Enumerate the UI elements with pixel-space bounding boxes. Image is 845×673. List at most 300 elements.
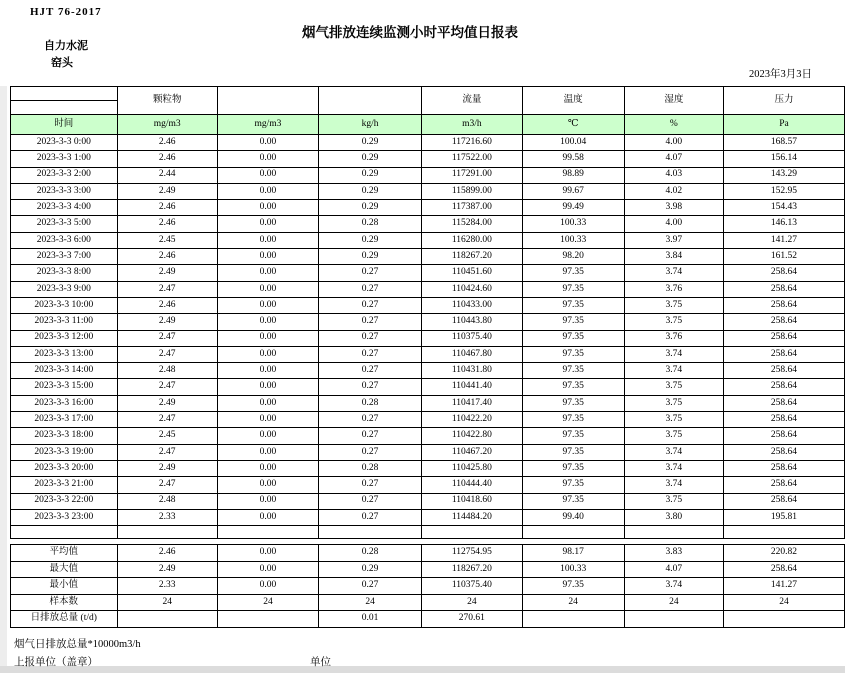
value-cell: 2.49	[117, 314, 217, 330]
summary-value-cell	[624, 611, 723, 628]
value-cell: 258.64	[723, 297, 844, 313]
table-row	[11, 412, 845, 428]
table-row	[11, 428, 845, 444]
unit-cell: mg/m3	[217, 115, 318, 135]
table-row	[11, 265, 845, 281]
value-cell: 0.00	[217, 346, 318, 362]
summary-value-cell: 118267.20	[422, 561, 522, 578]
table-row	[11, 135, 845, 151]
value-cell: 0.27	[319, 297, 422, 313]
value-cell: 97.35	[522, 297, 624, 313]
monitor-point-name: 窑头	[51, 57, 73, 69]
value-cell: 0.00	[217, 200, 318, 216]
value-cell: 2.47	[117, 281, 217, 297]
value-cell: 3.74	[624, 265, 723, 281]
value-cell: 0.27	[319, 379, 422, 395]
time-cell: 2023-3-3 18:00	[11, 428, 118, 444]
summary-value-cell: 0.00	[217, 578, 318, 595]
empty-cell	[422, 526, 522, 539]
value-cell: 141.27	[723, 232, 844, 248]
value-cell: 110425.80	[422, 460, 522, 476]
summary-value-cell: 24	[723, 594, 844, 611]
group-header-row	[11, 87, 845, 101]
summary-value-cell: 258.64	[723, 561, 844, 578]
header-flow: 流量	[422, 87, 522, 115]
value-cell: 3.75	[624, 379, 723, 395]
page-title: 烟气排放连续监测小时平均值日报表	[302, 25, 518, 40]
header-blank-cell-2	[11, 101, 118, 115]
summary-value-cell: 24	[319, 594, 422, 611]
table-row	[11, 477, 845, 493]
summary-value-cell: 270.61	[422, 611, 522, 628]
value-cell: 0.28	[319, 460, 422, 476]
value-cell: 97.35	[522, 314, 624, 330]
value-cell: 0.27	[319, 509, 422, 525]
summary-value-cell	[522, 611, 624, 628]
report-table	[10, 86, 845, 628]
value-cell: 3.76	[624, 281, 723, 297]
value-cell: 3.74	[624, 346, 723, 362]
value-cell: 143.29	[723, 167, 844, 183]
value-cell: 0.00	[217, 151, 318, 167]
value-cell: 110433.00	[422, 297, 522, 313]
value-cell: 3.98	[624, 200, 723, 216]
value-cell: 97.35	[522, 346, 624, 362]
value-cell: 2.45	[117, 428, 217, 444]
value-cell: 110418.60	[422, 493, 522, 509]
table-row	[11, 314, 845, 330]
value-cell: 3.75	[624, 314, 723, 330]
value-cell: 3.97	[624, 232, 723, 248]
value-cell: 97.35	[522, 477, 624, 493]
value-cell: 4.00	[624, 135, 723, 151]
value-cell: 0.00	[217, 297, 318, 313]
summary-value-cell: 24	[117, 594, 217, 611]
table-row	[11, 183, 845, 199]
header-col3	[217, 87, 318, 115]
value-cell: 117387.00	[422, 200, 522, 216]
value-cell: 110467.80	[422, 346, 522, 362]
unit-cell: m3/h	[422, 115, 522, 135]
value-cell: 0.00	[217, 428, 318, 444]
summary-row	[11, 578, 845, 595]
standard-code: HJT 76-2017	[30, 6, 102, 18]
table-row	[11, 379, 845, 395]
header-col4	[319, 87, 422, 115]
value-cell: 97.35	[522, 379, 624, 395]
value-cell: 2.46	[117, 151, 217, 167]
value-cell: 4.03	[624, 167, 723, 183]
value-cell: 2.49	[117, 265, 217, 281]
summary-value-cell: 100.33	[522, 561, 624, 578]
summary-value-cell: 112754.95	[422, 545, 522, 562]
table-row	[11, 200, 845, 216]
value-cell: 3.74	[624, 460, 723, 476]
table-row	[11, 460, 845, 476]
value-cell: 97.35	[522, 444, 624, 460]
value-cell: 2.47	[117, 444, 217, 460]
value-cell: 0.29	[319, 167, 422, 183]
value-cell: 97.35	[522, 265, 624, 281]
time-cell: 2023-3-3 23:00	[11, 509, 118, 525]
summary-value-cell	[723, 611, 844, 628]
time-cell: 2023-3-3 9:00	[11, 281, 118, 297]
value-cell: 0.29	[319, 183, 422, 199]
unit-cell: mg/m3	[117, 115, 217, 135]
value-cell: 3.74	[624, 363, 723, 379]
value-cell: 0.28	[319, 395, 422, 411]
table-row	[11, 249, 845, 265]
value-cell: 258.64	[723, 281, 844, 297]
value-cell: 99.67	[522, 183, 624, 199]
value-cell: 2.47	[117, 379, 217, 395]
summary-label: 样本数	[11, 594, 118, 611]
value-cell: 99.40	[522, 509, 624, 525]
time-cell: 2023-3-3 19:00	[11, 444, 118, 460]
value-cell: 97.35	[522, 363, 624, 379]
value-cell: 114484.20	[422, 509, 522, 525]
value-cell: 0.29	[319, 151, 422, 167]
value-cell: 0.27	[319, 444, 422, 460]
value-cell: 0.00	[217, 249, 318, 265]
sheet-left-edge	[0, 86, 7, 666]
time-cell: 2023-3-3 10:00	[11, 297, 118, 313]
unit-label: 单位	[310, 657, 331, 668]
value-cell: 2.49	[117, 395, 217, 411]
summary-value-cell: 0.27	[319, 578, 422, 595]
value-cell: 258.64	[723, 363, 844, 379]
value-cell: 258.64	[723, 379, 844, 395]
value-cell: 0.29	[319, 200, 422, 216]
value-cell: 115899.00	[422, 183, 522, 199]
time-cell: 2023-3-3 2:00	[11, 167, 118, 183]
value-cell: 3.75	[624, 297, 723, 313]
header-blank-cell	[11, 87, 118, 101]
empty-cell	[522, 526, 624, 539]
time-cell: 2023-3-3 13:00	[11, 346, 118, 362]
value-cell: 97.35	[522, 395, 624, 411]
value-cell: 110467.20	[422, 444, 522, 460]
unit-cell: Pa	[723, 115, 844, 135]
table-row	[11, 493, 845, 509]
value-cell: 115284.00	[422, 216, 522, 232]
value-cell: 2.33	[117, 509, 217, 525]
time-cell: 2023-3-3 22:00	[11, 493, 118, 509]
table-row	[11, 330, 845, 346]
unit-cell: %	[624, 115, 723, 135]
value-cell: 2.46	[117, 249, 217, 265]
value-cell: 3.75	[624, 493, 723, 509]
empty-cell	[11, 526, 118, 539]
value-cell: 0.27	[319, 477, 422, 493]
company-name: 自力水泥	[44, 40, 88, 52]
value-cell: 3.74	[624, 444, 723, 460]
sheet-bottom-edge	[0, 666, 845, 673]
summary-value-cell: 24	[217, 594, 318, 611]
value-cell: 100.33	[522, 232, 624, 248]
value-cell: 0.00	[217, 477, 318, 493]
value-cell: 0.27	[319, 314, 422, 330]
value-cell: 110443.80	[422, 314, 522, 330]
value-cell: 110444.40	[422, 477, 522, 493]
time-cell: 2023-3-3 3:00	[11, 183, 118, 199]
value-cell: 0.00	[217, 330, 318, 346]
value-cell: 258.64	[723, 428, 844, 444]
value-cell: 116280.00	[422, 232, 522, 248]
value-cell: 0.28	[319, 216, 422, 232]
value-cell: 2.47	[117, 412, 217, 428]
value-cell: 0.00	[217, 135, 318, 151]
time-cell: 2023-3-3 16:00	[11, 395, 118, 411]
value-cell: 2.47	[117, 346, 217, 362]
summary-value-cell: 3.74	[624, 578, 723, 595]
value-cell: 97.35	[522, 412, 624, 428]
flow-total-note: 烟气日排放总量*10000m3/h	[14, 639, 141, 650]
value-cell: 4.02	[624, 183, 723, 199]
value-cell: 97.35	[522, 460, 624, 476]
value-cell: 4.07	[624, 151, 723, 167]
value-cell: 99.58	[522, 151, 624, 167]
table-row	[11, 509, 845, 525]
value-cell: 258.64	[723, 346, 844, 362]
time-cell: 2023-3-3 12:00	[11, 330, 118, 346]
summary-value-cell: 2.46	[117, 545, 217, 562]
value-cell: 3.75	[624, 412, 723, 428]
time-cell: 2023-3-3 17:00	[11, 412, 118, 428]
value-cell: 156.14	[723, 151, 844, 167]
value-cell: 98.89	[522, 167, 624, 183]
summary-value-cell	[117, 611, 217, 628]
time-cell: 2023-3-3 4:00	[11, 200, 118, 216]
value-cell: 0.29	[319, 249, 422, 265]
value-cell: 0.27	[319, 363, 422, 379]
summary-value-cell: 2.33	[117, 578, 217, 595]
value-cell: 100.33	[522, 216, 624, 232]
value-cell: 110451.60	[422, 265, 522, 281]
value-cell: 0.00	[217, 265, 318, 281]
summary-value-cell: 141.27	[723, 578, 844, 595]
value-cell: 117522.00	[422, 151, 522, 167]
value-cell: 2.47	[117, 330, 217, 346]
value-cell: 258.64	[723, 330, 844, 346]
value-cell: 0.00	[217, 363, 318, 379]
value-cell: 0.27	[319, 330, 422, 346]
value-cell: 0.00	[217, 493, 318, 509]
time-cell: 2023-3-3 14:00	[11, 363, 118, 379]
table-row	[11, 151, 845, 167]
value-cell: 118267.20	[422, 249, 522, 265]
empty-row	[11, 526, 845, 539]
time-cell: 2023-3-3 0:00	[11, 135, 118, 151]
value-cell: 2.46	[117, 216, 217, 232]
unit-header-row	[11, 115, 845, 135]
summary-value-cell: 24	[522, 594, 624, 611]
summary-label: 日排放总量 (t/d)	[11, 611, 118, 628]
value-cell: 2.45	[117, 232, 217, 248]
value-cell: 168.57	[723, 135, 844, 151]
value-cell: 110422.80	[422, 428, 522, 444]
value-cell: 97.35	[522, 330, 624, 346]
time-cell: 2023-3-3 21:00	[11, 477, 118, 493]
value-cell: 110424.60	[422, 281, 522, 297]
time-cell: 2023-3-3 1:00	[11, 151, 118, 167]
time-cell: 2023-3-3 11:00	[11, 314, 118, 330]
value-cell: 152.95	[723, 183, 844, 199]
value-cell: 0.27	[319, 265, 422, 281]
header-temperature: 温度	[522, 87, 624, 115]
value-cell: 195.81	[723, 509, 844, 525]
value-cell: 110431.80	[422, 363, 522, 379]
summary-value-cell: 3.83	[624, 545, 723, 562]
value-cell: 0.27	[319, 281, 422, 297]
summary-value-cell	[217, 611, 318, 628]
summary-value-cell: 220.82	[723, 545, 844, 562]
table-row	[11, 167, 845, 183]
time-cell: 2023-3-3 5:00	[11, 216, 118, 232]
value-cell: 99.49	[522, 200, 624, 216]
value-cell: 2.46	[117, 297, 217, 313]
summary-value-cell: 2.49	[117, 561, 217, 578]
value-cell: 3.80	[624, 509, 723, 525]
table-row	[11, 297, 845, 313]
header-pressure: 压力	[723, 87, 844, 115]
value-cell: 97.35	[522, 428, 624, 444]
value-cell: 97.35	[522, 493, 624, 509]
report-date: 2023年3月3日	[749, 69, 812, 80]
table-row	[11, 281, 845, 297]
value-cell: 2.48	[117, 363, 217, 379]
value-cell: 154.43	[723, 200, 844, 216]
value-cell: 117291.00	[422, 167, 522, 183]
table-row	[11, 216, 845, 232]
value-cell: 100.04	[522, 135, 624, 151]
value-cell: 110417.40	[422, 395, 522, 411]
value-cell: 258.64	[723, 314, 844, 330]
value-cell: 258.64	[723, 460, 844, 476]
summary-value-cell: 98.17	[522, 545, 624, 562]
summary-label: 最小值	[11, 578, 118, 595]
value-cell: 0.00	[217, 281, 318, 297]
value-cell: 0.27	[319, 412, 422, 428]
value-cell: 258.64	[723, 477, 844, 493]
table-row	[11, 232, 845, 248]
value-cell: 0.00	[217, 167, 318, 183]
table-row	[11, 346, 845, 362]
value-cell: 0.00	[217, 395, 318, 411]
value-cell: 0.00	[217, 412, 318, 428]
time-cell: 2023-3-3 6:00	[11, 232, 118, 248]
report-unit-label: 上报单位（盖章）	[14, 657, 98, 668]
value-cell: 146.13	[723, 216, 844, 232]
time-cell: 2023-3-3 20:00	[11, 460, 118, 476]
value-cell: 2.46	[117, 135, 217, 151]
value-cell: 2.49	[117, 460, 217, 476]
value-cell: 258.64	[723, 493, 844, 509]
summary-row	[11, 561, 845, 578]
value-cell: 258.64	[723, 412, 844, 428]
summary-value-cell: 4.07	[624, 561, 723, 578]
summary-value-cell: 97.35	[522, 578, 624, 595]
header-humidity: 湿度	[624, 87, 723, 115]
summary-label: 最大值	[11, 561, 118, 578]
value-cell: 2.47	[117, 477, 217, 493]
value-cell: 2.46	[117, 200, 217, 216]
value-cell: 110441.40	[422, 379, 522, 395]
value-cell: 0.00	[217, 314, 318, 330]
summary-row	[11, 545, 845, 562]
value-cell: 0.00	[217, 379, 318, 395]
time-cell: 2023-3-3 8:00	[11, 265, 118, 281]
value-cell: 0.29	[319, 135, 422, 151]
value-cell: 258.64	[723, 395, 844, 411]
value-cell: 0.00	[217, 216, 318, 232]
empty-cell	[624, 526, 723, 539]
value-cell: 98.20	[522, 249, 624, 265]
table-row	[11, 363, 845, 379]
time-header-cell: 时间	[11, 115, 118, 135]
unit-cell: kg/h	[319, 115, 422, 135]
summary-row	[11, 594, 845, 611]
value-cell: 3.74	[624, 477, 723, 493]
value-cell: 2.49	[117, 183, 217, 199]
header-particulate: 颗粒物	[117, 87, 217, 115]
summary-value-cell: 24	[624, 594, 723, 611]
value-cell: 258.64	[723, 444, 844, 460]
value-cell: 2.48	[117, 493, 217, 509]
summary-label: 平均值	[11, 545, 118, 562]
value-cell: 3.84	[624, 249, 723, 265]
value-cell: 2.44	[117, 167, 217, 183]
summary-value-cell: 0.01	[319, 611, 422, 628]
value-cell: 258.64	[723, 265, 844, 281]
value-cell: 117216.60	[422, 135, 522, 151]
value-cell: 4.00	[624, 216, 723, 232]
empty-cell	[723, 526, 844, 539]
value-cell: 0.00	[217, 509, 318, 525]
value-cell: 110422.20	[422, 412, 522, 428]
summary-value-cell: 0.00	[217, 561, 318, 578]
summary-value-cell: 110375.40	[422, 578, 522, 595]
summary-row	[11, 611, 845, 628]
value-cell: 3.76	[624, 330, 723, 346]
value-cell: 3.75	[624, 395, 723, 411]
value-cell: 0.27	[319, 346, 422, 362]
time-cell: 2023-3-3 15:00	[11, 379, 118, 395]
value-cell: 0.00	[217, 183, 318, 199]
empty-cell	[117, 526, 217, 539]
value-cell: 0.00	[217, 232, 318, 248]
value-cell: 3.75	[624, 428, 723, 444]
value-cell: 0.00	[217, 444, 318, 460]
unit-cell: ℃	[522, 115, 624, 135]
empty-cell	[319, 526, 422, 539]
summary-value-cell: 0.29	[319, 561, 422, 578]
value-cell: 110375.40	[422, 330, 522, 346]
summary-value-cell: 24	[422, 594, 522, 611]
summary-value-cell: 0.28	[319, 545, 422, 562]
value-cell: 161.52	[723, 249, 844, 265]
table-row	[11, 395, 845, 411]
value-cell: 0.27	[319, 428, 422, 444]
table-row	[11, 444, 845, 460]
summary-value-cell: 0.00	[217, 545, 318, 562]
empty-cell	[217, 526, 318, 539]
value-cell: 0.29	[319, 232, 422, 248]
value-cell: 0.27	[319, 493, 422, 509]
value-cell: 0.00	[217, 460, 318, 476]
value-cell: 97.35	[522, 281, 624, 297]
time-cell: 2023-3-3 7:00	[11, 249, 118, 265]
